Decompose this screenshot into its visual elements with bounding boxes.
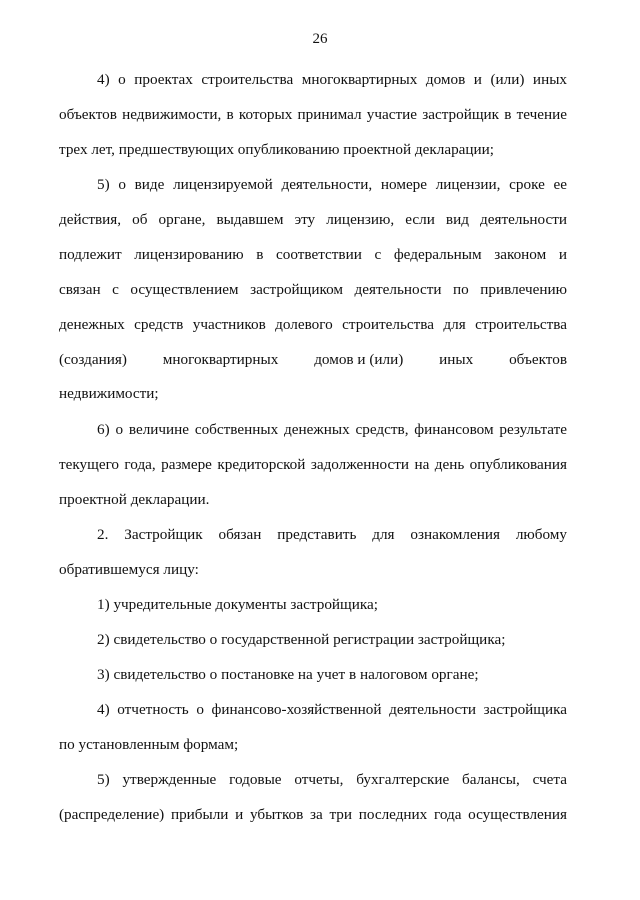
text-line: недвижимости; — [59, 385, 159, 402]
text-line: 4) отчетность о финансово-хозяйственной деятельности застройщика — [97, 701, 567, 718]
text-line: трех лет, предшествующих опубликованию проектной декларации; — [59, 141, 495, 158]
text-line: 2) свидетельство о государственной регистрации застройщика; — [97, 631, 506, 648]
text-line: (распределение) прибыли и убытков за три последних года осуществления — [59, 806, 567, 823]
text-line: связан с осуществлением застройщиком деятельности по привлечению — [59, 281, 567, 298]
text-line: 4) о проектах строительства многоквартирных домов и (или) иных — [97, 71, 567, 88]
text-line: обратившемуся лицу: — [59, 561, 199, 578]
text-line: подлежит лицензированию в соответствии с федеральным законом и — [59, 246, 567, 263]
word: домов и (или) — [314, 351, 404, 368]
word: иных — [439, 351, 474, 368]
text-line: 2. Застройщик обязан представить для ознакомления любому — [97, 526, 567, 543]
text-line: 5) о виде лицензируемой деятельности, номере лицензии, сроке ее — [97, 176, 567, 193]
text-line: 3) свидетельство о постановке на учет в налоговом органе; — [97, 666, 479, 683]
word: (создания) — [59, 351, 127, 368]
text-line: денежных средств участников долевого строительства для строительства — [59, 316, 567, 333]
text-line: проектной декларации. — [59, 491, 210, 508]
text-line: текущего года, размере кредиторской задолженности на день опубликования — [59, 456, 567, 473]
text-line: 1) учредительные документы застройщика; — [97, 596, 378, 613]
text-line-spread — [59, 350, 567, 370]
text-line: по установленным формам; — [59, 736, 239, 753]
text-line: объектов недвижимости, в которых принимал участие застройщик в течение — [59, 106, 567, 123]
text-line: действия, об органе, выдавшем эту лицензию, если вид деятельности — [59, 211, 567, 228]
word: объектов — [509, 351, 567, 368]
word: многоквартирных — [162, 351, 279, 368]
page-number: 26 — [312, 31, 328, 47]
text-line: 5) утвержденные годовые отчеты, бухгалтерские балансы, счета — [97, 771, 567, 788]
text-line: 6) о величине собственных денежных средств, финансовом результате — [97, 421, 567, 438]
